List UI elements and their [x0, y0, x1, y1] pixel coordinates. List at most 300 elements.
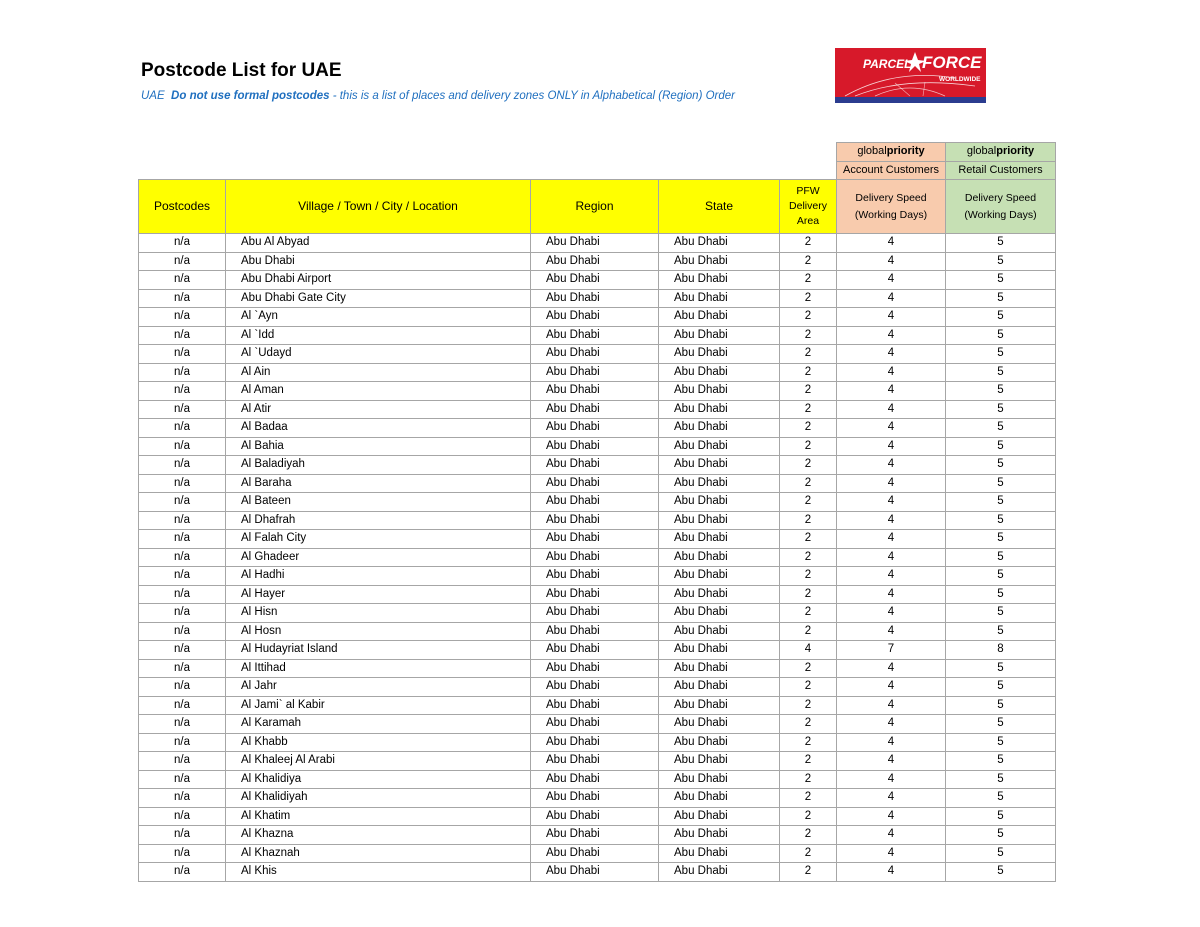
region-cell: Abu Dhabi [531, 437, 659, 456]
account-speed-cell: 4 [837, 456, 946, 475]
postcode-table [138, 142, 1056, 882]
region-cell: Abu Dhabi [531, 752, 659, 771]
table-row [139, 511, 1056, 530]
postcode-cell: n/a [139, 289, 226, 308]
region-cell: Abu Dhabi [531, 456, 659, 475]
region-cell: Abu Dhabi [531, 696, 659, 715]
retail-speed-cell: 5 [946, 363, 1056, 382]
state-cell: Abu Dhabi [659, 289, 780, 308]
postcode-cell: n/a [139, 530, 226, 549]
subtitle-country: UAE [141, 90, 165, 102]
state-cell: Abu Dhabi [659, 826, 780, 845]
state-cell: Abu Dhabi [659, 715, 780, 734]
region-cell: Abu Dhabi [531, 363, 659, 382]
account-speed-cell: 4 [837, 511, 946, 530]
account-speed-cell: 4 [837, 844, 946, 863]
table-row [139, 493, 1056, 512]
postcode-cell: n/a [139, 400, 226, 419]
region-cell: Abu Dhabi [531, 548, 659, 567]
pfw-area-cell: 2 [780, 234, 837, 253]
postcode-cell: n/a [139, 345, 226, 364]
region-cell: Abu Dhabi [531, 678, 659, 697]
location-cell: Abu Al Abyad [226, 234, 531, 253]
pfw-area-cell: 2 [780, 585, 837, 604]
parcelforce-logo [835, 48, 986, 103]
region-cell: Abu Dhabi [531, 585, 659, 604]
account-speed-cell: 4 [837, 567, 946, 586]
retail-speed-cell: 5 [946, 567, 1056, 586]
state-cell: Abu Dhabi [659, 271, 780, 290]
postcode-cell: n/a [139, 363, 226, 382]
region-cell: Abu Dhabi [531, 789, 659, 808]
postcode-cell: n/a [139, 548, 226, 567]
page-subtitle [141, 90, 735, 102]
retail-speed-cell: 5 [946, 382, 1056, 401]
postcode-cell: n/a [139, 382, 226, 401]
table-row [139, 715, 1056, 734]
location-cell: Al Khabb [226, 733, 531, 752]
pfw-area-cell: 2 [780, 474, 837, 493]
postcode-cell: n/a [139, 474, 226, 493]
account-speed-cell: 4 [837, 400, 946, 419]
location-cell: Al Ain [226, 363, 531, 382]
pfw-area-cell: 2 [780, 271, 837, 290]
pfw-area-cell: 2 [780, 345, 837, 364]
account-speed-cell: 4 [837, 585, 946, 604]
location-cell: Al Bahia [226, 437, 531, 456]
state-cell: Abu Dhabi [659, 752, 780, 771]
region-cell: Abu Dhabi [531, 604, 659, 623]
location-cell: Al Jami` al Kabir [226, 696, 531, 715]
column-header-retail-delivery-speed: Delivery Speed (Working Days) [946, 180, 1056, 234]
postcode-cell: n/a [139, 456, 226, 475]
retail-speed-cell: 5 [946, 733, 1056, 752]
account-speed-cell: 4 [837, 363, 946, 382]
pfw-area-cell: 2 [780, 789, 837, 808]
account-speed-cell: 4 [837, 789, 946, 808]
pfw-area-cell: 2 [780, 252, 837, 271]
retail-speed-cell: 5 [946, 234, 1056, 253]
pfw-area-cell: 2 [780, 493, 837, 512]
account-speed-cell: 4 [837, 326, 946, 345]
region-cell: Abu Dhabi [531, 715, 659, 734]
retail-speed-cell: 5 [946, 530, 1056, 549]
region-cell: Abu Dhabi [531, 308, 659, 327]
table-row [139, 530, 1056, 549]
globalpriority-account-brand: globalpriority [837, 143, 946, 162]
postcode-cell: n/a [139, 752, 226, 771]
pfw-area-cell: 2 [780, 733, 837, 752]
location-cell: Al Baladiyah [226, 456, 531, 475]
pfw-area-cell: 2 [780, 752, 837, 771]
retail-speed-cell: 5 [946, 844, 1056, 863]
state-cell: Abu Dhabi [659, 604, 780, 623]
state-cell: Abu Dhabi [659, 511, 780, 530]
account-speed-cell: 4 [837, 271, 946, 290]
postcode-cell: n/a [139, 678, 226, 697]
retail-speed-cell: 5 [946, 252, 1056, 271]
pfw-area-cell: 2 [780, 567, 837, 586]
postcode-cell: n/a [139, 604, 226, 623]
region-cell: Abu Dhabi [531, 419, 659, 438]
account-speed-cell: 4 [837, 548, 946, 567]
location-cell: Al Khalidiya [226, 770, 531, 789]
postcode-cell: n/a [139, 641, 226, 660]
retail-speed-cell: 5 [946, 863, 1056, 882]
account-speed-cell: 4 [837, 493, 946, 512]
pfw-area-cell: 2 [780, 863, 837, 882]
account-speed-cell: 4 [837, 604, 946, 623]
retail-speed-cell: 5 [946, 659, 1056, 678]
state-cell: Abu Dhabi [659, 326, 780, 345]
table-row [139, 363, 1056, 382]
svg-text:PARCEL: PARCEL [863, 57, 912, 71]
retail-speed-cell: 5 [946, 585, 1056, 604]
region-cell: Abu Dhabi [531, 567, 659, 586]
state-cell: Abu Dhabi [659, 678, 780, 697]
pfw-area-cell: 2 [780, 419, 837, 438]
postcode-cell: n/a [139, 826, 226, 845]
account-speed-cell: 4 [837, 308, 946, 327]
state-cell: Abu Dhabi [659, 696, 780, 715]
column-header-postcodes: Postcodes [139, 180, 226, 234]
location-cell: Al Hisn [226, 604, 531, 623]
retail-speed-cell: 5 [946, 289, 1056, 308]
account-speed-cell: 4 [837, 289, 946, 308]
retail-speed-cell: 5 [946, 696, 1056, 715]
postcode-cell: n/a [139, 659, 226, 678]
pfw-area-cell: 2 [780, 807, 837, 826]
state-cell: Abu Dhabi [659, 807, 780, 826]
account-speed-cell: 4 [837, 252, 946, 271]
postcode-cell: n/a [139, 770, 226, 789]
location-cell: Al Hayer [226, 585, 531, 604]
pfw-area-cell: 2 [780, 456, 837, 475]
location-cell: Al Khatim [226, 807, 531, 826]
account-speed-cell: 4 [837, 678, 946, 697]
svg-text:WORLDWIDE: WORLDWIDE [939, 76, 981, 83]
region-cell: Abu Dhabi [531, 641, 659, 660]
retail-speed-cell: 5 [946, 511, 1056, 530]
postcode-cell: n/a [139, 326, 226, 345]
table-row [139, 641, 1056, 660]
account-speed-cell: 4 [837, 696, 946, 715]
table-row [139, 456, 1056, 475]
column-header-account-delivery-speed: Delivery Speed (Working Days) [837, 180, 946, 234]
location-cell: Al Jahr [226, 678, 531, 697]
location-cell: Al Hudayriat Island [226, 641, 531, 660]
postcode-cell: n/a [139, 493, 226, 512]
pfw-area-cell: 2 [780, 363, 837, 382]
postcode-cell: n/a [139, 419, 226, 438]
column-header-location: Village / Town / City / Location [226, 180, 531, 234]
retail-speed-cell: 8 [946, 641, 1056, 660]
state-cell: Abu Dhabi [659, 770, 780, 789]
pfw-area-cell: 2 [780, 382, 837, 401]
location-cell: Al Khaznah [226, 844, 531, 863]
account-speed-cell: 4 [837, 826, 946, 845]
location-cell: Al Karamah [226, 715, 531, 734]
account-speed-cell: 4 [837, 234, 946, 253]
table-row [139, 752, 1056, 771]
location-cell: Al Hadhi [226, 567, 531, 586]
table-row [139, 622, 1056, 641]
account-speed-cell: 4 [837, 530, 946, 549]
table-row [139, 604, 1056, 623]
account-speed-cell: 4 [837, 733, 946, 752]
state-cell: Abu Dhabi [659, 345, 780, 364]
state-cell: Abu Dhabi [659, 437, 780, 456]
column-header-region: Region [531, 180, 659, 234]
region-cell: Abu Dhabi [531, 474, 659, 493]
location-cell: Al Baraha [226, 474, 531, 493]
postcode-cell: n/a [139, 696, 226, 715]
pfw-area-cell: 2 [780, 530, 837, 549]
region-cell: Abu Dhabi [531, 733, 659, 752]
state-cell: Abu Dhabi [659, 585, 780, 604]
retail-speed-cell: 5 [946, 456, 1056, 475]
pfw-area-cell: 2 [780, 604, 837, 623]
postcode-cell: n/a [139, 567, 226, 586]
account-speed-cell: 4 [837, 659, 946, 678]
postcode-cell: n/a [139, 511, 226, 530]
retail-speed-cell: 5 [946, 752, 1056, 771]
region-cell: Abu Dhabi [531, 530, 659, 549]
postcode-cell: n/a [139, 807, 226, 826]
state-cell: Abu Dhabi [659, 419, 780, 438]
table-row [139, 289, 1056, 308]
state-cell: Abu Dhabi [659, 844, 780, 863]
region-cell: Abu Dhabi [531, 400, 659, 419]
table-row [139, 826, 1056, 845]
table-row [139, 844, 1056, 863]
pfw-area-cell: 2 [780, 622, 837, 641]
retail-speed-cell: 5 [946, 770, 1056, 789]
column-header-state: State [659, 180, 780, 234]
retail-speed-cell: 5 [946, 807, 1056, 826]
state-cell: Abu Dhabi [659, 789, 780, 808]
region-cell: Abu Dhabi [531, 844, 659, 863]
retail-speed-cell: 5 [946, 474, 1056, 493]
pfw-area-cell: 2 [780, 326, 837, 345]
retail-speed-cell: 5 [946, 826, 1056, 845]
region-cell: Abu Dhabi [531, 271, 659, 290]
region-cell: Abu Dhabi [531, 511, 659, 530]
table-row [139, 252, 1056, 271]
account-speed-cell: 4 [837, 474, 946, 493]
location-cell: Abu Dhabi [226, 252, 531, 271]
table-row [139, 678, 1056, 697]
pfw-area-cell: 4 [780, 641, 837, 660]
pfw-area-cell: 2 [780, 678, 837, 697]
retail-speed-cell: 5 [946, 493, 1056, 512]
state-cell: Abu Dhabi [659, 530, 780, 549]
subtitle-description: - this is a list of places and delivery zones ONLY in Alphabetical (Region) Order [329, 90, 735, 102]
location-cell: Al Falah City [226, 530, 531, 549]
pfw-area-cell: 2 [780, 659, 837, 678]
svg-text:FORCE: FORCE [922, 53, 982, 72]
pfw-area-cell: 2 [780, 400, 837, 419]
state-cell: Abu Dhabi [659, 567, 780, 586]
retail-customers-label: Retail Customers [946, 161, 1056, 180]
region-cell: Abu Dhabi [531, 234, 659, 253]
region-cell: Abu Dhabi [531, 770, 659, 789]
state-cell: Abu Dhabi [659, 641, 780, 660]
location-cell: Al Khazna [226, 826, 531, 845]
state-cell: Abu Dhabi [659, 456, 780, 475]
table-body [139, 234, 1056, 882]
state-cell: Abu Dhabi [659, 863, 780, 882]
region-cell: Abu Dhabi [531, 622, 659, 641]
table-row [139, 326, 1056, 345]
retail-speed-cell: 5 [946, 548, 1056, 567]
subtitle-warning: Do not use formal postcodes [171, 90, 330, 102]
retail-speed-cell: 5 [946, 622, 1056, 641]
retail-speed-cell: 5 [946, 437, 1056, 456]
table-row [139, 733, 1056, 752]
location-cell: Al `Idd [226, 326, 531, 345]
region-cell: Abu Dhabi [531, 289, 659, 308]
state-cell: Abu Dhabi [659, 493, 780, 512]
account-speed-cell: 4 [837, 345, 946, 364]
retail-speed-cell: 5 [946, 419, 1056, 438]
region-cell: Abu Dhabi [531, 382, 659, 401]
state-cell: Abu Dhabi [659, 733, 780, 752]
pfw-area-cell: 2 [780, 437, 837, 456]
location-cell: Al Ghadeer [226, 548, 531, 567]
account-speed-cell: 4 [837, 807, 946, 826]
account-speed-cell: 4 [837, 863, 946, 882]
table-row [139, 437, 1056, 456]
account-speed-cell: 4 [837, 437, 946, 456]
table-row [139, 308, 1056, 327]
account-speed-cell: 4 [837, 622, 946, 641]
retail-speed-cell: 5 [946, 678, 1056, 697]
location-cell: Al Khis [226, 863, 531, 882]
location-cell: Al Aman [226, 382, 531, 401]
region-cell: Abu Dhabi [531, 252, 659, 271]
postcode-cell: n/a [139, 271, 226, 290]
retail-speed-cell: 5 [946, 400, 1056, 419]
postcode-cell: n/a [139, 622, 226, 641]
retail-speed-cell: 5 [946, 271, 1056, 290]
region-cell: Abu Dhabi [531, 826, 659, 845]
table-row [139, 382, 1056, 401]
table-row [139, 271, 1056, 290]
postcode-cell: n/a [139, 585, 226, 604]
table-row [139, 474, 1056, 493]
location-cell: Al Ittihad [226, 659, 531, 678]
region-cell: Abu Dhabi [531, 345, 659, 364]
table-row [139, 696, 1056, 715]
state-cell: Abu Dhabi [659, 659, 780, 678]
location-cell: Abu Dhabi Gate City [226, 289, 531, 308]
globalpriority-retail-brand: globalpriority [946, 143, 1056, 162]
postcode-cell: n/a [139, 437, 226, 456]
location-cell: Al `Ayn [226, 308, 531, 327]
retail-speed-cell: 5 [946, 789, 1056, 808]
region-cell: Abu Dhabi [531, 659, 659, 678]
state-cell: Abu Dhabi [659, 252, 780, 271]
location-cell: Al Khalidiyah [226, 789, 531, 808]
pfw-area-cell: 2 [780, 844, 837, 863]
pfw-area-cell: 2 [780, 826, 837, 845]
table-row [139, 659, 1056, 678]
retail-speed-cell: 5 [946, 308, 1056, 327]
region-cell: Abu Dhabi [531, 863, 659, 882]
state-cell: Abu Dhabi [659, 622, 780, 641]
state-cell: Abu Dhabi [659, 308, 780, 327]
table-row [139, 548, 1056, 567]
location-cell: Al Bateen [226, 493, 531, 512]
retail-speed-cell: 5 [946, 345, 1056, 364]
account-speed-cell: 4 [837, 770, 946, 789]
table-row [139, 807, 1056, 826]
location-cell: Al Dhafrah [226, 511, 531, 530]
location-cell: Al Khaleej Al Arabi [226, 752, 531, 771]
postcode-cell: n/a [139, 252, 226, 271]
pfw-area-cell: 2 [780, 548, 837, 567]
table-row [139, 234, 1056, 253]
location-cell: Al Atir [226, 400, 531, 419]
table-row [139, 419, 1056, 438]
retail-speed-cell: 5 [946, 604, 1056, 623]
account-speed-cell: 4 [837, 419, 946, 438]
column-header-pfw-delivery-area: PFW Delivery Area [780, 180, 837, 234]
account-speed-cell: 7 [837, 641, 946, 660]
state-cell: Abu Dhabi [659, 363, 780, 382]
location-cell: Al Badaa [226, 419, 531, 438]
table-row [139, 567, 1056, 586]
state-cell: Abu Dhabi [659, 474, 780, 493]
postcode-cell: n/a [139, 715, 226, 734]
state-cell: Abu Dhabi [659, 400, 780, 419]
pfw-area-cell: 2 [780, 715, 837, 734]
pfw-area-cell: 2 [780, 696, 837, 715]
region-cell: Abu Dhabi [531, 493, 659, 512]
table-row [139, 789, 1056, 808]
retail-speed-cell: 5 [946, 715, 1056, 734]
region-cell: Abu Dhabi [531, 326, 659, 345]
account-speed-cell: 4 [837, 752, 946, 771]
table-row [139, 863, 1056, 882]
state-cell: Abu Dhabi [659, 234, 780, 253]
postcode-cell: n/a [139, 789, 226, 808]
postcode-cell: n/a [139, 844, 226, 863]
postcode-cell: n/a [139, 308, 226, 327]
retail-speed-cell: 5 [946, 326, 1056, 345]
account-customers-label: Account Customers [837, 161, 946, 180]
pfw-area-cell: 2 [780, 289, 837, 308]
region-cell: Abu Dhabi [531, 807, 659, 826]
account-speed-cell: 4 [837, 715, 946, 734]
pfw-area-cell: 2 [780, 770, 837, 789]
page-title: Postcode List for UAE [141, 60, 342, 81]
table-row [139, 400, 1056, 419]
location-cell: Al Hosn [226, 622, 531, 641]
location-cell: Al `Udayd [226, 345, 531, 364]
table-row [139, 585, 1056, 604]
state-cell: Abu Dhabi [659, 382, 780, 401]
account-speed-cell: 4 [837, 382, 946, 401]
location-cell: Abu Dhabi Airport [226, 271, 531, 290]
postcode-cell: n/a [139, 234, 226, 253]
state-cell: Abu Dhabi [659, 548, 780, 567]
pfw-area-cell: 2 [780, 308, 837, 327]
postcode-cell: n/a [139, 733, 226, 752]
table-row [139, 345, 1056, 364]
postcode-cell: n/a [139, 863, 226, 882]
